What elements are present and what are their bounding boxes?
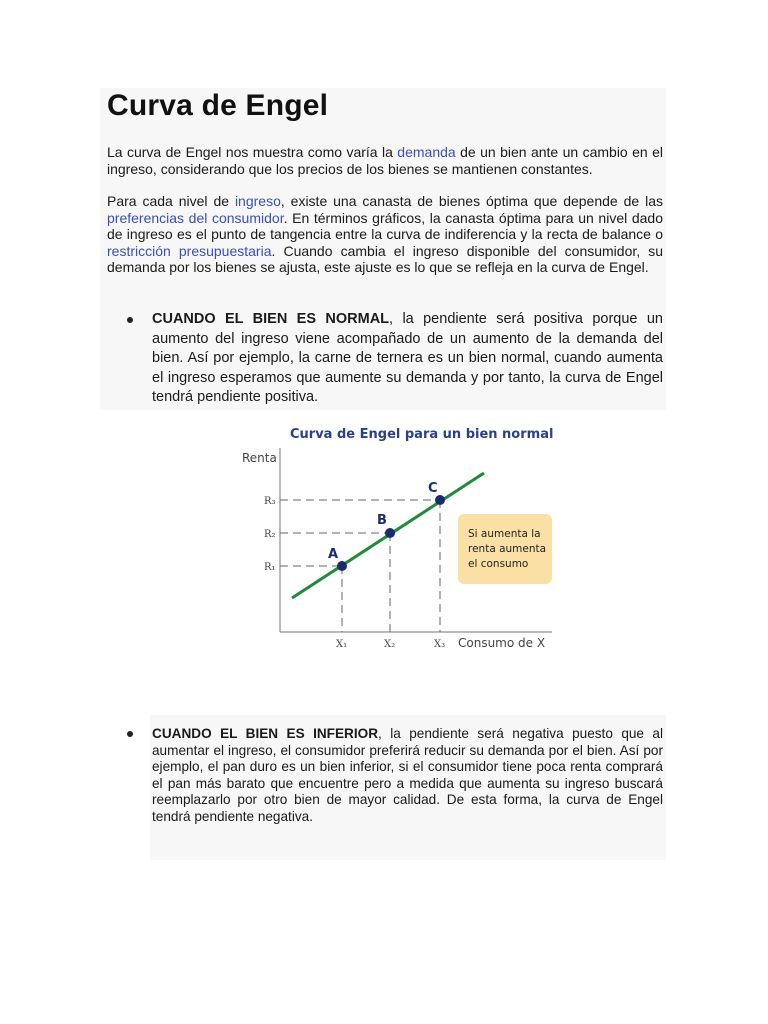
x-tick-label: X₃ bbox=[434, 639, 446, 650]
bullet-inferior-text bbox=[152, 726, 663, 825]
bullet-normal-lead: CUANDO EL BIEN ES NORMAL bbox=[152, 311, 390, 327]
x-axis-label: Consumo de X bbox=[458, 636, 546, 650]
y-tick-label: R₂ bbox=[264, 529, 276, 540]
y-tick-label: R₁ bbox=[264, 562, 276, 573]
bullet-dot bbox=[127, 731, 133, 737]
bullet-normal-body: , la pendiente será positiva porque un aumento del ingreso viene acompañado de un aumento de la demanda del bien. Así por ejemplo, la carne de ternera es un bien normal, cuando aumenta el ingreso esperamos que aumente su demanda y por tanto, la curva de Engel tendrá pendiente positiva. bbox=[152, 311, 663, 405]
point-marker bbox=[385, 528, 395, 538]
point-label: C bbox=[428, 481, 438, 496]
link-restriccion-presupuestaria[interactable]: restricción presupuestaria bbox=[107, 242, 272, 259]
note-line: renta aumenta bbox=[468, 543, 547, 555]
link-demanda[interactable]: demanda bbox=[397, 144, 456, 160]
point-label: A bbox=[328, 547, 339, 562]
chart-title: Curva de Engel para un bien normal bbox=[290, 427, 554, 442]
para2-text-2: , existe una canasta de bienes óptima que depende de las bbox=[280, 193, 663, 209]
x-tick-label: X₂ bbox=[384, 639, 396, 650]
para2-text-1: Para cada nivel de bbox=[107, 193, 235, 209]
y-axis-label: Renta bbox=[242, 451, 277, 465]
bullet-normal-text bbox=[152, 310, 663, 408]
intro-text-1: La curva de Engel nos muestra como varía la bbox=[107, 144, 398, 160]
bullet-inferior-lead: CUANDO EL BIEN ES INFERIOR bbox=[152, 726, 379, 741]
para2-text-3: . En términos gráficos, la canasta óptima para un nivel dado de ingreso es el punto de tangencia entre la curva de indiferencia y la recta de balance o bbox=[107, 209, 663, 242]
point-marker bbox=[435, 495, 445, 505]
bullet-inferior-body: , la pendiente será negativa puesto que al aumentar el ingreso, el consumidor preferirá reducir su demanda por el bien. Así por ejemplo, el pan duro es un bien inferior, si el consumidor tiene poca renta comprará el pan más barato que encuentre pero a medida que aumenta su ingreso buscará reemplazarlo por otro bien de mayor calidad. De esta forma, la curva de Engel tendrá pendiente negativa. bbox=[152, 726, 663, 824]
intro-text-2: de un bien ante un cambio en el ingreso, considerando que los precios de los bienes se mantienen constantes. bbox=[107, 144, 664, 177]
engel-chart bbox=[232, 418, 556, 658]
point-label: B bbox=[377, 513, 387, 528]
bullet-dot bbox=[127, 317, 133, 323]
y-tick-label: R₃ bbox=[264, 496, 276, 507]
paragraph-canasta bbox=[107, 193, 663, 276]
link-preferencias-consumidor[interactable]: preferencias del consumidor bbox=[107, 209, 284, 226]
note-line: el consumo bbox=[468, 558, 529, 570]
page-title: Curva de Engel bbox=[107, 89, 329, 122]
para2-text-4: . Cuando cambia el ingreso disponible del consumidor, su demanda por los bienes se ajusta, este ajuste es lo que se refleja en la curva de Engel. bbox=[107, 242, 664, 275]
link-ingreso[interactable]: ingreso bbox=[234, 193, 281, 209]
point-marker bbox=[337, 561, 347, 571]
note-line: Si aumenta la bbox=[468, 528, 541, 540]
note-box bbox=[458, 514, 552, 584]
intro-paragraph bbox=[107, 144, 663, 177]
x-tick-label: X₁ bbox=[336, 639, 348, 650]
